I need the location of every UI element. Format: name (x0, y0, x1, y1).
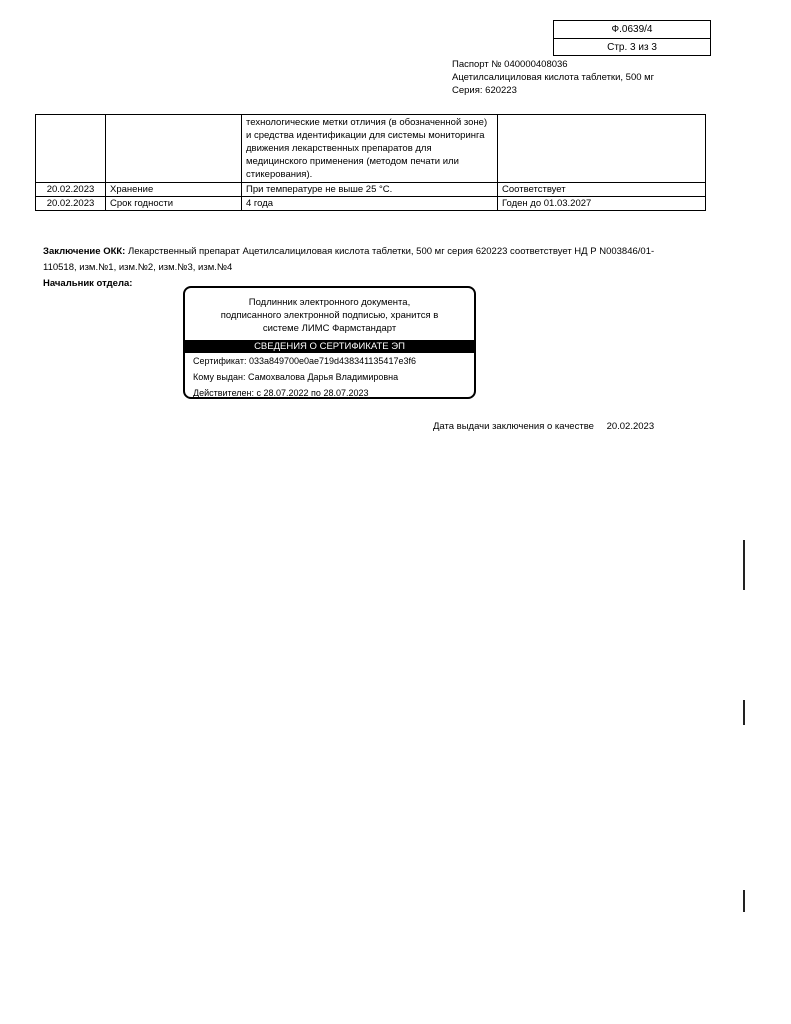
form-code-box (553, 20, 711, 56)
result-cell: Соответствует (498, 183, 706, 197)
conclusion-text: Лекарственный препарат Ацетилсалициловая кислота таблетки, 500 мг серия 620223 соответствует НД Р N003846/01-110518, изм.№1, изм.№2, изм.№3, изм.№4 (43, 246, 655, 273)
result-cell: Годен до 01.03.2027 (498, 197, 706, 211)
scan-mark (743, 700, 745, 725)
passport-number: Паспорт № 040000408036 (452, 59, 568, 70)
table-row (36, 197, 706, 211)
result-cell (498, 115, 706, 183)
test-cell: Хранение (106, 183, 242, 197)
requirement-cell: При температуре не выше 25 °С. (242, 183, 498, 197)
date-cell: 20.02.2023 (36, 183, 106, 197)
form-code: Ф.0639/4 (554, 21, 710, 39)
scan-mark (743, 540, 745, 590)
table-row (36, 183, 706, 197)
table-row (36, 115, 706, 183)
stamp-line-2: подписанного электронной подписью, хранится в (220, 310, 439, 321)
department-head-label: Начальник отдела: (43, 278, 133, 289)
series: Серия: 620223 (452, 85, 517, 96)
product-name: Ацетилсалициловая кислота таблетки, 500 мг (452, 72, 655, 83)
issue-date: 20.02.2023 (606, 421, 655, 432)
conclusion (43, 244, 683, 292)
certificate-validity: Действителен: с 28.07.2022 по 28.07.2023 (193, 388, 369, 398)
issue-date-label: Дата выдачи заключения о качестве (433, 421, 594, 432)
stamp-line-3: системе ЛИМС Фармстандарт (262, 323, 397, 334)
certificate-header: СВЕДЕНИЯ О СЕРТИФИКАТЕ ЭП (185, 340, 474, 353)
test-results-table (35, 114, 706, 211)
issue-date-line (433, 420, 654, 433)
stamp-line-1: Подлинник электронного документа, (248, 297, 411, 308)
requirement-cell: 4 года (242, 197, 498, 211)
electronic-signature-stamp (183, 286, 476, 399)
date-cell (36, 115, 106, 183)
test-cell: Срок годности (106, 197, 242, 211)
conclusion-label: Заключение ОКК: (43, 246, 126, 257)
requirement-cell: технологические метки отличия (в обозначенной зоне) и средства идентификации для системы мониторинга движения лекарственных препаратов для медицинского применения (методом печати или стикерования). (242, 115, 498, 183)
certificate-owner: Кому выдан: Самохвалова Дарья Владимировна (193, 372, 399, 382)
stamp-note (185, 296, 474, 335)
test-cell (106, 115, 242, 183)
certificate-id: Сертификат: 033a849700e0ae719d438341135417e3f6 (193, 356, 416, 366)
date-cell: 20.02.2023 (36, 197, 106, 211)
scan-mark (743, 890, 745, 912)
page-number: Стр. 3 из 3 (607, 42, 657, 53)
